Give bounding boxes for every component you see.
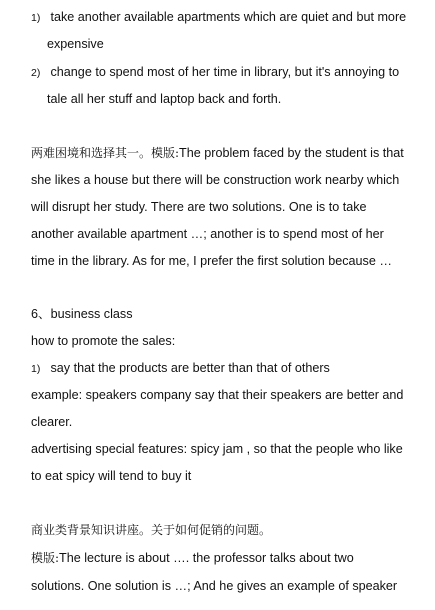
- summary-line-1: [31, 547, 354, 569]
- template-paragraph-line: will disrupt her study. There are two solutions. One is to take: [31, 200, 367, 214]
- example-line: example: speakers company say that their speakers are better and: [31, 388, 404, 402]
- section-question: how to promote the sales:: [31, 334, 176, 348]
- list-item-2: [31, 61, 399, 83]
- template-paragraph-line: time in the library. As for me, I prefer the first solution because …: [31, 254, 392, 268]
- list-item-1-continuation: expensive: [47, 37, 104, 51]
- summary-line-text: The lecture is about …. the professor talks about two: [59, 551, 354, 565]
- template-line-text: The problem faced by the student is that: [179, 146, 404, 160]
- template-paragraph-line-1: [31, 142, 404, 164]
- list-item-2-continuation: tale all her stuff and laptop back and forth.: [47, 92, 282, 106]
- summary-template-prefix-cn: 模版:: [31, 551, 60, 565]
- section-heading: 6、business class: [31, 307, 133, 321]
- template-paragraph-line: another available apartment …; another is to spend most of her: [31, 227, 384, 241]
- template-paragraph-line: she likes a house but there will be construction work nearby which: [31, 173, 400, 187]
- list-item-number: 2): [31, 67, 41, 79]
- list-item-number: 1): [31, 12, 41, 24]
- template-prefix-cn: 两难困境和选择其一。模版:: [31, 146, 180, 160]
- example-line: clearer.: [31, 415, 73, 429]
- list-item-text: change to spend most of her time in library, but it's annoying to: [50, 65, 400, 79]
- section-point-1: [31, 357, 330, 379]
- advertising-line: to eat spicy will tend to buy it: [31, 469, 192, 483]
- point-number: 1): [31, 363, 41, 375]
- summary-title-cn: 商业类背景知识讲座。关于如何促销的问题。: [31, 523, 272, 537]
- list-item-text: take another available apartments which are quiet and but more: [50, 10, 407, 24]
- point-text: say that the products are better than that of others: [50, 361, 330, 375]
- summary-line: solutions. One solution is …; And he gives an example of speaker: [31, 579, 398, 593]
- advertising-line: advertising special features: spicy jam , so that the people who like: [31, 442, 403, 456]
- list-item-1: [31, 6, 406, 28]
